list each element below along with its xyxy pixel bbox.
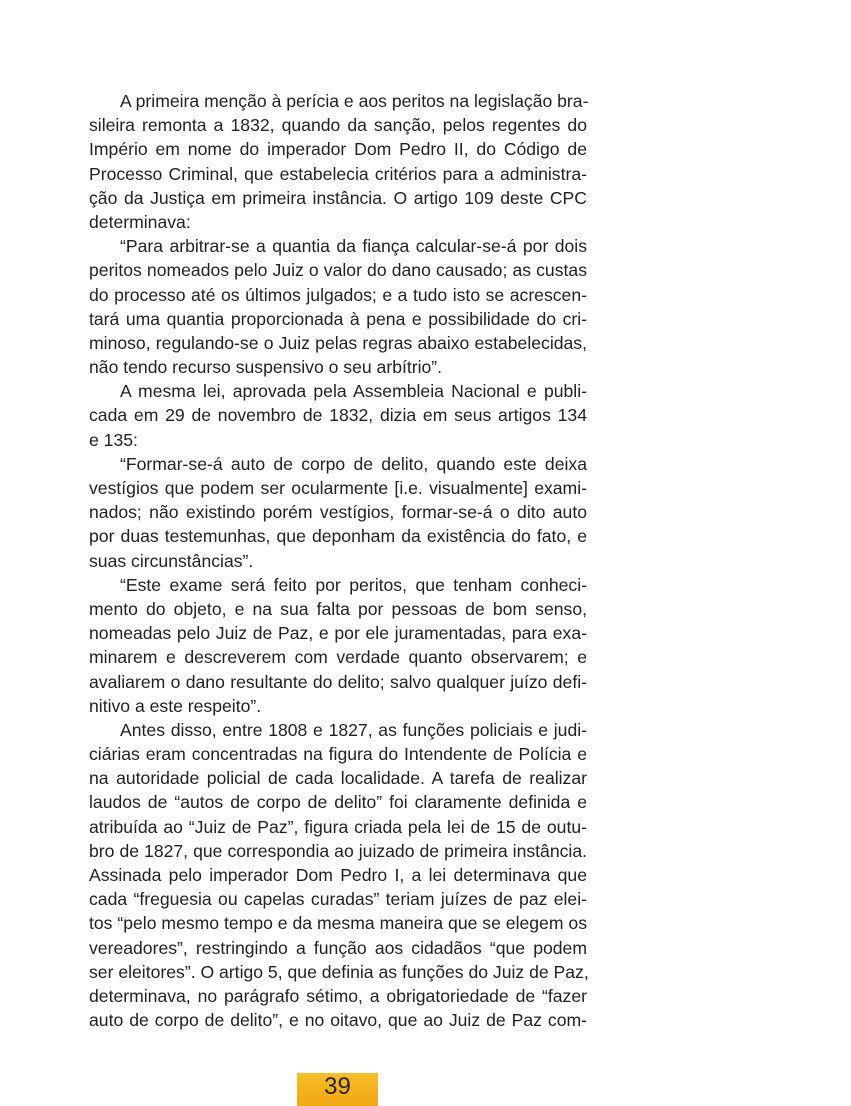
text-line: e 135: bbox=[89, 429, 138, 450]
text-line: determinava: bbox=[89, 211, 191, 232]
text-line: por duas testemunhas, que deponham da existência do fato, e bbox=[89, 526, 587, 547]
text-line: ciárias eram concentradas na figura do Intendente de Polícia e bbox=[89, 744, 587, 765]
text-line: avaliarem o dano resultante do delito; salvo qualquer juízo defi- bbox=[89, 671, 587, 692]
text-line: cada em 29 de novembro de 1832, dizia em seus artigos 134 bbox=[89, 405, 587, 426]
text-line: A mesma lei, aprovada pela Assembleia Nacional e publi- bbox=[120, 381, 587, 402]
text-line: minoso, regulando-se o Juiz pelas regras abaixo estabelecidas, bbox=[89, 332, 587, 353]
text-line: “Formar-se-á auto de corpo de delito, quando este deixa bbox=[120, 453, 587, 474]
text-line: nomeadas pelo Juiz de Paz, e por ele juramentadas, para exa- bbox=[89, 623, 587, 644]
text-line: bro de 1827, que correspondia ao juizado de primeira instância. bbox=[89, 840, 587, 861]
text-line: A primeira menção à perícia e aos peritos na legislação bra- bbox=[120, 91, 589, 111]
text-line: minarem e descreverem com verdade quanto observarem; e bbox=[89, 647, 587, 668]
text-line: tará uma quantia proporcionada à pena e possibilidade do cri- bbox=[89, 308, 587, 329]
text-line: do processo até os últimos julgados; e a tudo isto se acrescen- bbox=[89, 284, 587, 305]
text-line: determinava, no parágrafo sétimo, a obrigatoriedade de “fazer bbox=[89, 985, 587, 1006]
text-line: auto de corpo de delito”, e no oitavo, que ao Juiz de Paz com- bbox=[89, 1010, 587, 1031]
text-line: vereadores”, restringindo a função aos cidadãos “que podem bbox=[89, 937, 587, 958]
text-line: Processo Criminal, que estabelecia critérios para a administra- bbox=[89, 163, 587, 184]
text-line: Assinada pelo imperador Dom Pedro I, a lei determinava que bbox=[89, 865, 587, 885]
document-body bbox=[89, 89, 587, 1032]
text-line: “Este exame será feito por peritos, que tenham conheci- bbox=[120, 574, 587, 595]
text-line: atribuída ao “Juiz de Paz”, figura criada pela lei de 15 de outu- bbox=[89, 816, 587, 837]
text-line: sileira remonta a 1832, quando da sanção, pelos regentes do bbox=[89, 115, 587, 136]
text-line: ser eleitores”. O artigo 5, que definia as funções do Juiz de Paz, bbox=[89, 961, 589, 982]
text-line: não tendo recurso suspensivo o seu arbítrio”. bbox=[89, 357, 443, 378]
text-line: tos “pelo mesmo tempo e da mesma maneira que se elegem os bbox=[89, 913, 587, 934]
text-line: mento do objeto, e na sua falta por pessoas de bom senso, bbox=[89, 598, 587, 619]
text-line: laudos de “autos de corpo de delito” foi claramente definida e bbox=[89, 792, 587, 813]
page-number: 39 bbox=[324, 1073, 351, 1100]
page-number-tab bbox=[297, 1073, 378, 1106]
text-line: suas circunstâncias”. bbox=[89, 550, 254, 571]
text-line: Antes disso, entre 1808 e 1827, as funções policiais e judi- bbox=[120, 719, 587, 740]
text-line: nitivo a este respeito”. bbox=[89, 695, 262, 716]
text-line: vestígios que podem ser ocularmente [i.e. visualmente] exami- bbox=[89, 478, 587, 498]
text-line: cada “freguesia ou capelas curadas” teriam juízes de paz elei- bbox=[89, 889, 587, 910]
text-line: peritos nomeados pelo Juiz o valor do dano causado; as custas bbox=[89, 260, 587, 281]
text-line: nados; não existindo porém vestígios, formar-se-á o dito auto bbox=[89, 502, 587, 523]
text-line: na autoridade policial de cada localidade. A tarefa de realizar bbox=[89, 768, 587, 789]
text-line: ção da Justiça em primeira instância. O artigo 109 deste CPC bbox=[89, 187, 587, 208]
text-line: Império em nome do imperador Dom Pedro II, do Código de bbox=[89, 139, 587, 160]
text-line: “Para arbitrar-se a quantia da fiança calcular-se-á por dois bbox=[120, 236, 587, 257]
